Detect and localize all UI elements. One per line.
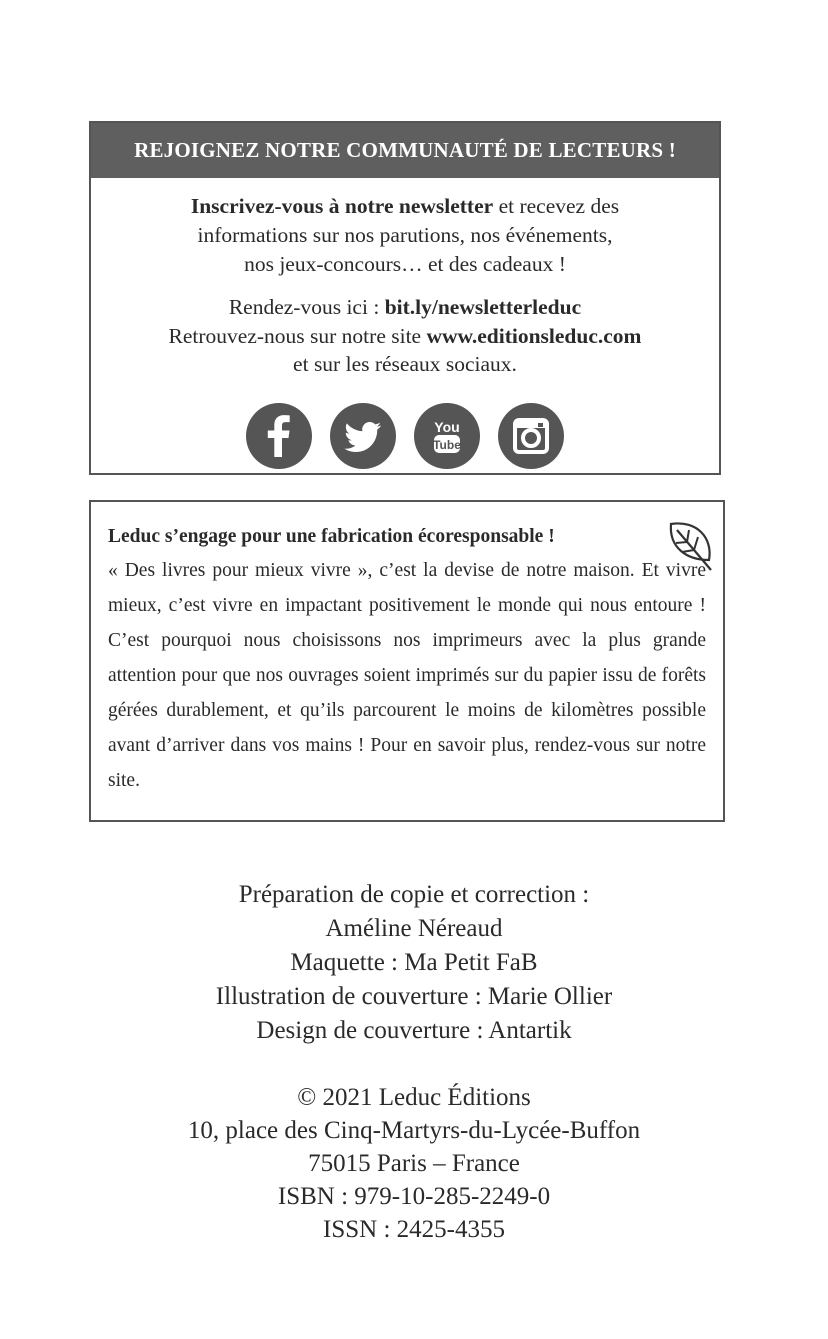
newsletter-bold: Inscrivez-vous à notre newsletter [190, 194, 494, 218]
issn: ISSN : 2425-4355 [323, 1216, 505, 1243]
community-header: REJOIGNEZ NOTRE COMMUNAUTÉ DE LECTEURS ! [91, 123, 719, 178]
youtube-icon[interactable] [414, 403, 480, 469]
eco-box [89, 500, 725, 822]
newsletter-link[interactable]: bit.ly/newsletterleduc [384, 295, 582, 319]
address-line-2: 75015 Paris – France [308, 1150, 520, 1177]
svg-text:You: You [434, 418, 460, 435]
legal-info [0, 1081, 828, 1246]
facebook-icon[interactable] [246, 403, 312, 469]
newsletter-text: Inscrivez-vous à notre newsletter et recevez des informations sur nos parutions, nos événements, nos jeux-concours… et des cadeaux ! [190, 194, 620, 276]
social-icons [91, 403, 719, 469]
leaf-icon [663, 516, 713, 572]
copyright: © 2021 Leduc Éditions [297, 1084, 531, 1111]
eco-title: Leduc s’engage pour une fabrication écoresponsable ! [108, 526, 555, 547]
isbn: ISBN : 979-10-285-2249-0 [277, 1183, 551, 1210]
community-box [89, 121, 721, 475]
links-text: Rendez-vous ici : bit.ly/newsletterleduc Retrouvez-nous sur notre site www.editionsleduc.com et sur les réseaux sociaux. [168, 295, 642, 376]
svg-text:Tube: Tube [433, 437, 461, 452]
twitter-icon[interactable] [330, 403, 396, 469]
address-line-1: 10, place des Cinq-Martyrs-du-Lycée-Buffon [187, 1117, 641, 1144]
credits: Préparation de copie et correction : Améline Néreaud Maquette : Ma Petit FaB Illustration de couverture : Marie Ollier Design de couverture : Antartik [215, 881, 613, 1044]
website-link[interactable]: www.editionsleduc.com [426, 323, 642, 348]
instagram-icon[interactable] [498, 403, 564, 469]
eco-body: « Des livres pour mieux vivre », c’est la devise de notre maison. Et vivre mieux, c’est vivre en impactant positivement le monde qui nous entoure ! C’est pourquoi nous choisissons nos imprimeurs avec la plus grande attention pour que nos ouvrages soient imprimés sur du papier issu de forêts gérées durablement, et qu’ils parcourent le moins de kilomètres possible avant d’arriver dans vos mains ! Pour en savoir plus, rendez-vous sur notre site. [108, 560, 706, 791]
